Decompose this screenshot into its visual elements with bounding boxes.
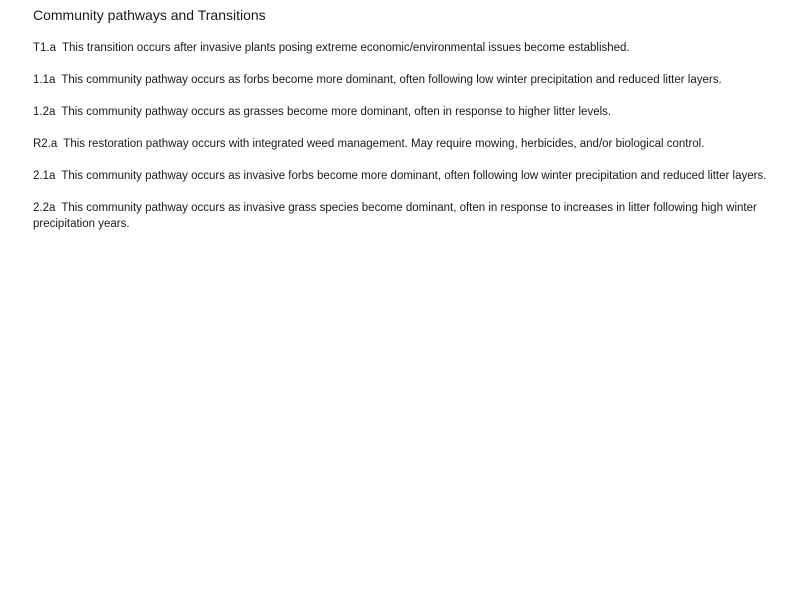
- pathway-entry-2-1a: [33, 168, 788, 184]
- pathway-description: This restoration pathway occurs with integrated weed management. May require mowing, herbicides, and/or biological control.: [63, 138, 705, 150]
- pathway-description: This community pathway occurs as invasive grass species become dominant, often in response to increases in litter following high winter precipitation years.: [33, 202, 757, 230]
- pathway-description: This community pathway occurs as invasive forbs become more dominant, often following low winter precipitation and reduced litter layers.: [61, 170, 767, 182]
- pathway-code: R2.a: [33, 138, 58, 150]
- pathway-code: 1.2a: [33, 106, 56, 118]
- pathway-entry-2-2a: [33, 200, 788, 232]
- pathway-description: This transition occurs after invasive plants posing extreme economic/environmental issues become established.: [62, 42, 630, 54]
- pathway-code: 1.1a: [33, 74, 56, 86]
- pathway-entry-1-2a: [33, 104, 788, 120]
- pathway-entry-t1a: [33, 40, 788, 56]
- pathway-entry-1-1a: [33, 72, 788, 88]
- pathway-code: T1.a: [33, 42, 57, 54]
- pathway-code: 2.2a: [33, 202, 56, 214]
- pathway-entry-r2a: [33, 136, 788, 152]
- pathway-description: This community pathway occurs as grasses become more dominant, often in response to higher litter levels.: [61, 106, 612, 118]
- pathway-description: This community pathway occurs as forbs become more dominant, often following low winter precipitation and reduced litter layers.: [61, 74, 722, 86]
- page-title: Community pathways and Transitions: [33, 7, 266, 23]
- pathway-list: [33, 40, 788, 232]
- pathway-code: 2.1a: [33, 170, 56, 182]
